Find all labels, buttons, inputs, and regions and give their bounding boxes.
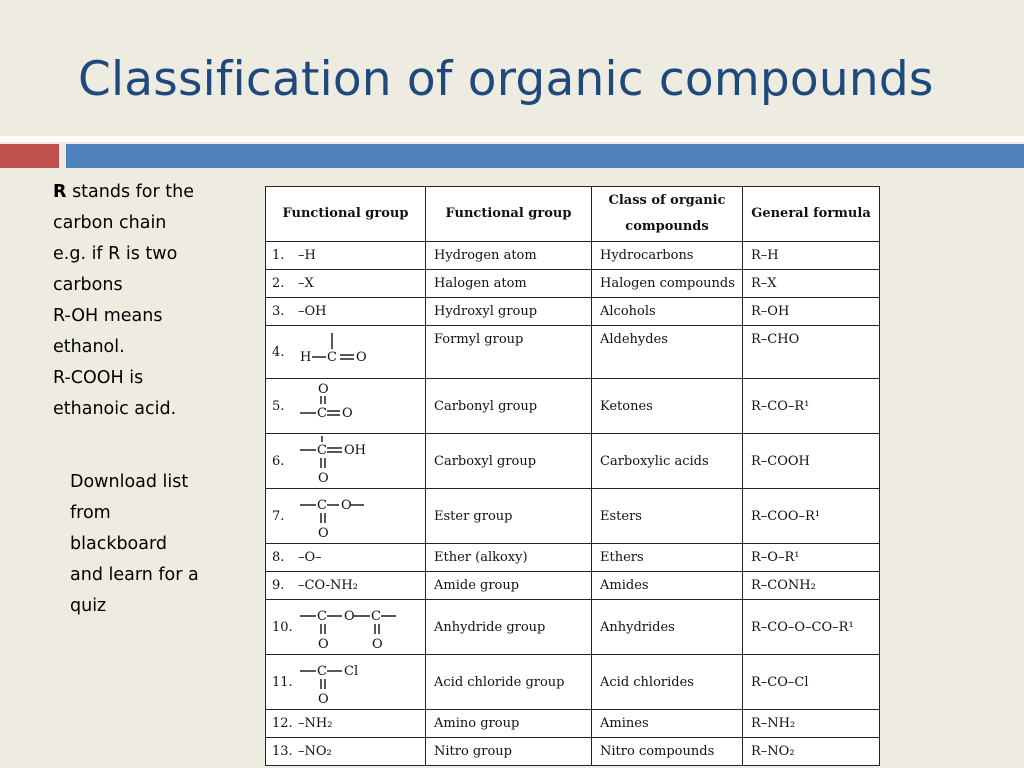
general-formula: R–H xyxy=(743,242,880,270)
functional-group-cell xyxy=(266,655,426,710)
table-row xyxy=(266,544,880,572)
accent-bar-red xyxy=(0,144,59,168)
table-row xyxy=(266,270,880,298)
functional-group-cell xyxy=(266,434,426,489)
general-formula: R–CO–Cl xyxy=(743,655,880,710)
atom-label: C xyxy=(317,609,327,624)
general-formula: R–NH₂ xyxy=(743,710,880,738)
compound-class: Hydrocarbons xyxy=(592,242,743,270)
functional-group-formula: –O– xyxy=(298,550,322,565)
row-number: 8. xyxy=(272,550,285,565)
table-row xyxy=(266,489,880,544)
r-symbol: R xyxy=(53,182,67,202)
atom-label: H xyxy=(300,350,312,365)
note-line: ethanoic acid. xyxy=(53,399,177,419)
note-line: ethanol. xyxy=(53,337,125,357)
atom-label: O xyxy=(344,609,355,624)
atom-label: O xyxy=(318,637,329,652)
functional-group-name: Amino group xyxy=(426,710,592,738)
compound-class: Ketones xyxy=(592,379,743,434)
header-class: Class of organic compounds xyxy=(592,187,743,242)
row-number: 2. xyxy=(272,276,285,291)
structure-diagram xyxy=(298,327,416,377)
header-functional-group-name: Functional group xyxy=(426,187,592,242)
functional-group-name: Nitro group xyxy=(426,738,592,766)
functional-group-cell xyxy=(266,544,426,572)
note-line: R-COOH is xyxy=(53,368,144,388)
functional-group-cell xyxy=(266,379,426,434)
atom-label: O xyxy=(318,692,329,707)
functional-group-name: Halogen atom xyxy=(426,270,592,298)
table-row xyxy=(266,738,880,766)
structure-diagram xyxy=(298,436,416,486)
header-functional-group: Functional group xyxy=(266,187,426,242)
general-formula: R–X xyxy=(743,270,880,298)
functional-group-cell xyxy=(266,298,426,326)
note-line: carbon chain xyxy=(53,213,167,233)
note-line: R-OH means xyxy=(53,306,163,326)
table-row xyxy=(266,434,880,489)
atom-label: O xyxy=(318,382,329,397)
table-row xyxy=(266,379,880,434)
atom-label: O xyxy=(318,471,329,486)
atom-label: C xyxy=(317,406,327,421)
functional-group-name: Anhydride group xyxy=(426,600,592,655)
general-formula: R–CO–O–CO–R¹ xyxy=(743,600,880,655)
general-formula: R–CHO xyxy=(743,326,880,379)
table-row xyxy=(266,655,880,710)
atom-label: C xyxy=(317,664,327,679)
general-formula: R–NO₂ xyxy=(743,738,880,766)
general-formula: R–OH xyxy=(743,298,880,326)
compound-class: Carboxylic acids xyxy=(592,434,743,489)
note-line: carbons xyxy=(53,275,123,295)
functional-group-name: Acid chloride group xyxy=(426,655,592,710)
compound-class: Amines xyxy=(592,710,743,738)
row-number: 1. xyxy=(272,248,285,263)
row-number: 12. xyxy=(272,716,293,731)
atom-label: O xyxy=(318,526,329,541)
r-explanation-note xyxy=(53,177,233,425)
compound-class: Alcohols xyxy=(592,298,743,326)
structure-diagram xyxy=(298,602,416,652)
compound-class: Amides xyxy=(592,572,743,600)
functional-group-name: Formyl group xyxy=(426,326,592,379)
row-number: 6. xyxy=(272,453,285,469)
functional-groups-table xyxy=(265,186,880,766)
download-line: and learn for a xyxy=(70,565,199,585)
row-number: 7. xyxy=(272,508,285,524)
download-line: from xyxy=(70,503,111,523)
compound-class: Ethers xyxy=(592,544,743,572)
accent-bar-blue xyxy=(66,144,1024,168)
structure-diagram xyxy=(298,657,416,707)
functional-group-cell xyxy=(266,489,426,544)
atom-label: OH xyxy=(344,443,366,458)
table-row xyxy=(266,710,880,738)
header-general-formula: General formula xyxy=(743,187,880,242)
functional-group-formula: –NH₂ xyxy=(298,716,333,731)
row-number: 4. xyxy=(272,344,285,360)
functional-group-cell xyxy=(266,242,426,270)
functional-group-name: Carboxyl group xyxy=(426,434,592,489)
row-number: 11. xyxy=(272,674,293,690)
download-line: blackboard xyxy=(70,534,167,554)
atom-label: C xyxy=(317,443,327,458)
table-row xyxy=(266,326,880,379)
compound-class: Aldehydes xyxy=(592,326,743,379)
functional-group-name: Amide group xyxy=(426,572,592,600)
row-number: 13. xyxy=(272,744,293,759)
structure-diagram xyxy=(298,381,416,431)
general-formula: R–O–R¹ xyxy=(743,544,880,572)
general-formula: R–COOH xyxy=(743,434,880,489)
functional-group-cell xyxy=(266,738,426,766)
atom-label: C xyxy=(327,350,337,365)
functional-group-name: Ether (alkoxy) xyxy=(426,544,592,572)
compound-class: Nitro compounds xyxy=(592,738,743,766)
compound-class: Esters xyxy=(592,489,743,544)
compound-class: Anhydrides xyxy=(592,600,743,655)
structure-diagram xyxy=(298,491,416,541)
atom-label: C xyxy=(371,609,381,624)
functional-group-name: Carbonyl group xyxy=(426,379,592,434)
slide-title: Classification of organic compounds xyxy=(78,52,934,107)
functional-group-formula: –CO-NH₂ xyxy=(298,578,358,593)
functional-group-name: Hydroxyl group xyxy=(426,298,592,326)
functional-group-cell xyxy=(266,710,426,738)
general-formula: R–CONH₂ xyxy=(743,572,880,600)
general-formula: R–CO–R¹ xyxy=(743,379,880,434)
atom-label: O xyxy=(356,350,367,365)
table-row xyxy=(266,298,880,326)
atom-label: O xyxy=(341,498,352,513)
row-number: 10. xyxy=(272,619,293,635)
download-note xyxy=(70,467,240,622)
functional-group-formula: –X xyxy=(298,276,314,291)
download-line: Download list xyxy=(70,472,189,492)
functional-group-formula: –H xyxy=(298,248,316,263)
functional-group-cell xyxy=(266,572,426,600)
functional-group-name: Hydrogen atom xyxy=(426,242,592,270)
general-formula: R–COO–R¹ xyxy=(743,489,880,544)
r-note-text: stands for the xyxy=(72,182,194,202)
row-number: 9. xyxy=(272,578,285,593)
table-row xyxy=(266,572,880,600)
atom-label: C xyxy=(317,498,327,513)
atom-label: Cl xyxy=(344,664,359,679)
atom-label: O xyxy=(342,406,353,421)
table-row xyxy=(266,600,880,655)
functional-group-cell xyxy=(266,270,426,298)
row-number: 5. xyxy=(272,398,285,414)
title-divider xyxy=(0,136,1024,142)
note-line: e.g. if R is two xyxy=(53,244,178,264)
functional-group-cell xyxy=(266,326,426,379)
functional-group-cell xyxy=(266,600,426,655)
functional-group-formula: –OH xyxy=(298,304,327,319)
download-line: quiz xyxy=(70,596,107,616)
table-row xyxy=(266,242,880,270)
compound-class: Acid chlorides xyxy=(592,655,743,710)
functional-group-name: Ester group xyxy=(426,489,592,544)
functional-group-formula: –NO₂ xyxy=(298,744,332,759)
compound-class: Halogen compounds xyxy=(592,270,743,298)
atom-label: O xyxy=(372,637,383,652)
row-number: 3. xyxy=(272,304,285,319)
